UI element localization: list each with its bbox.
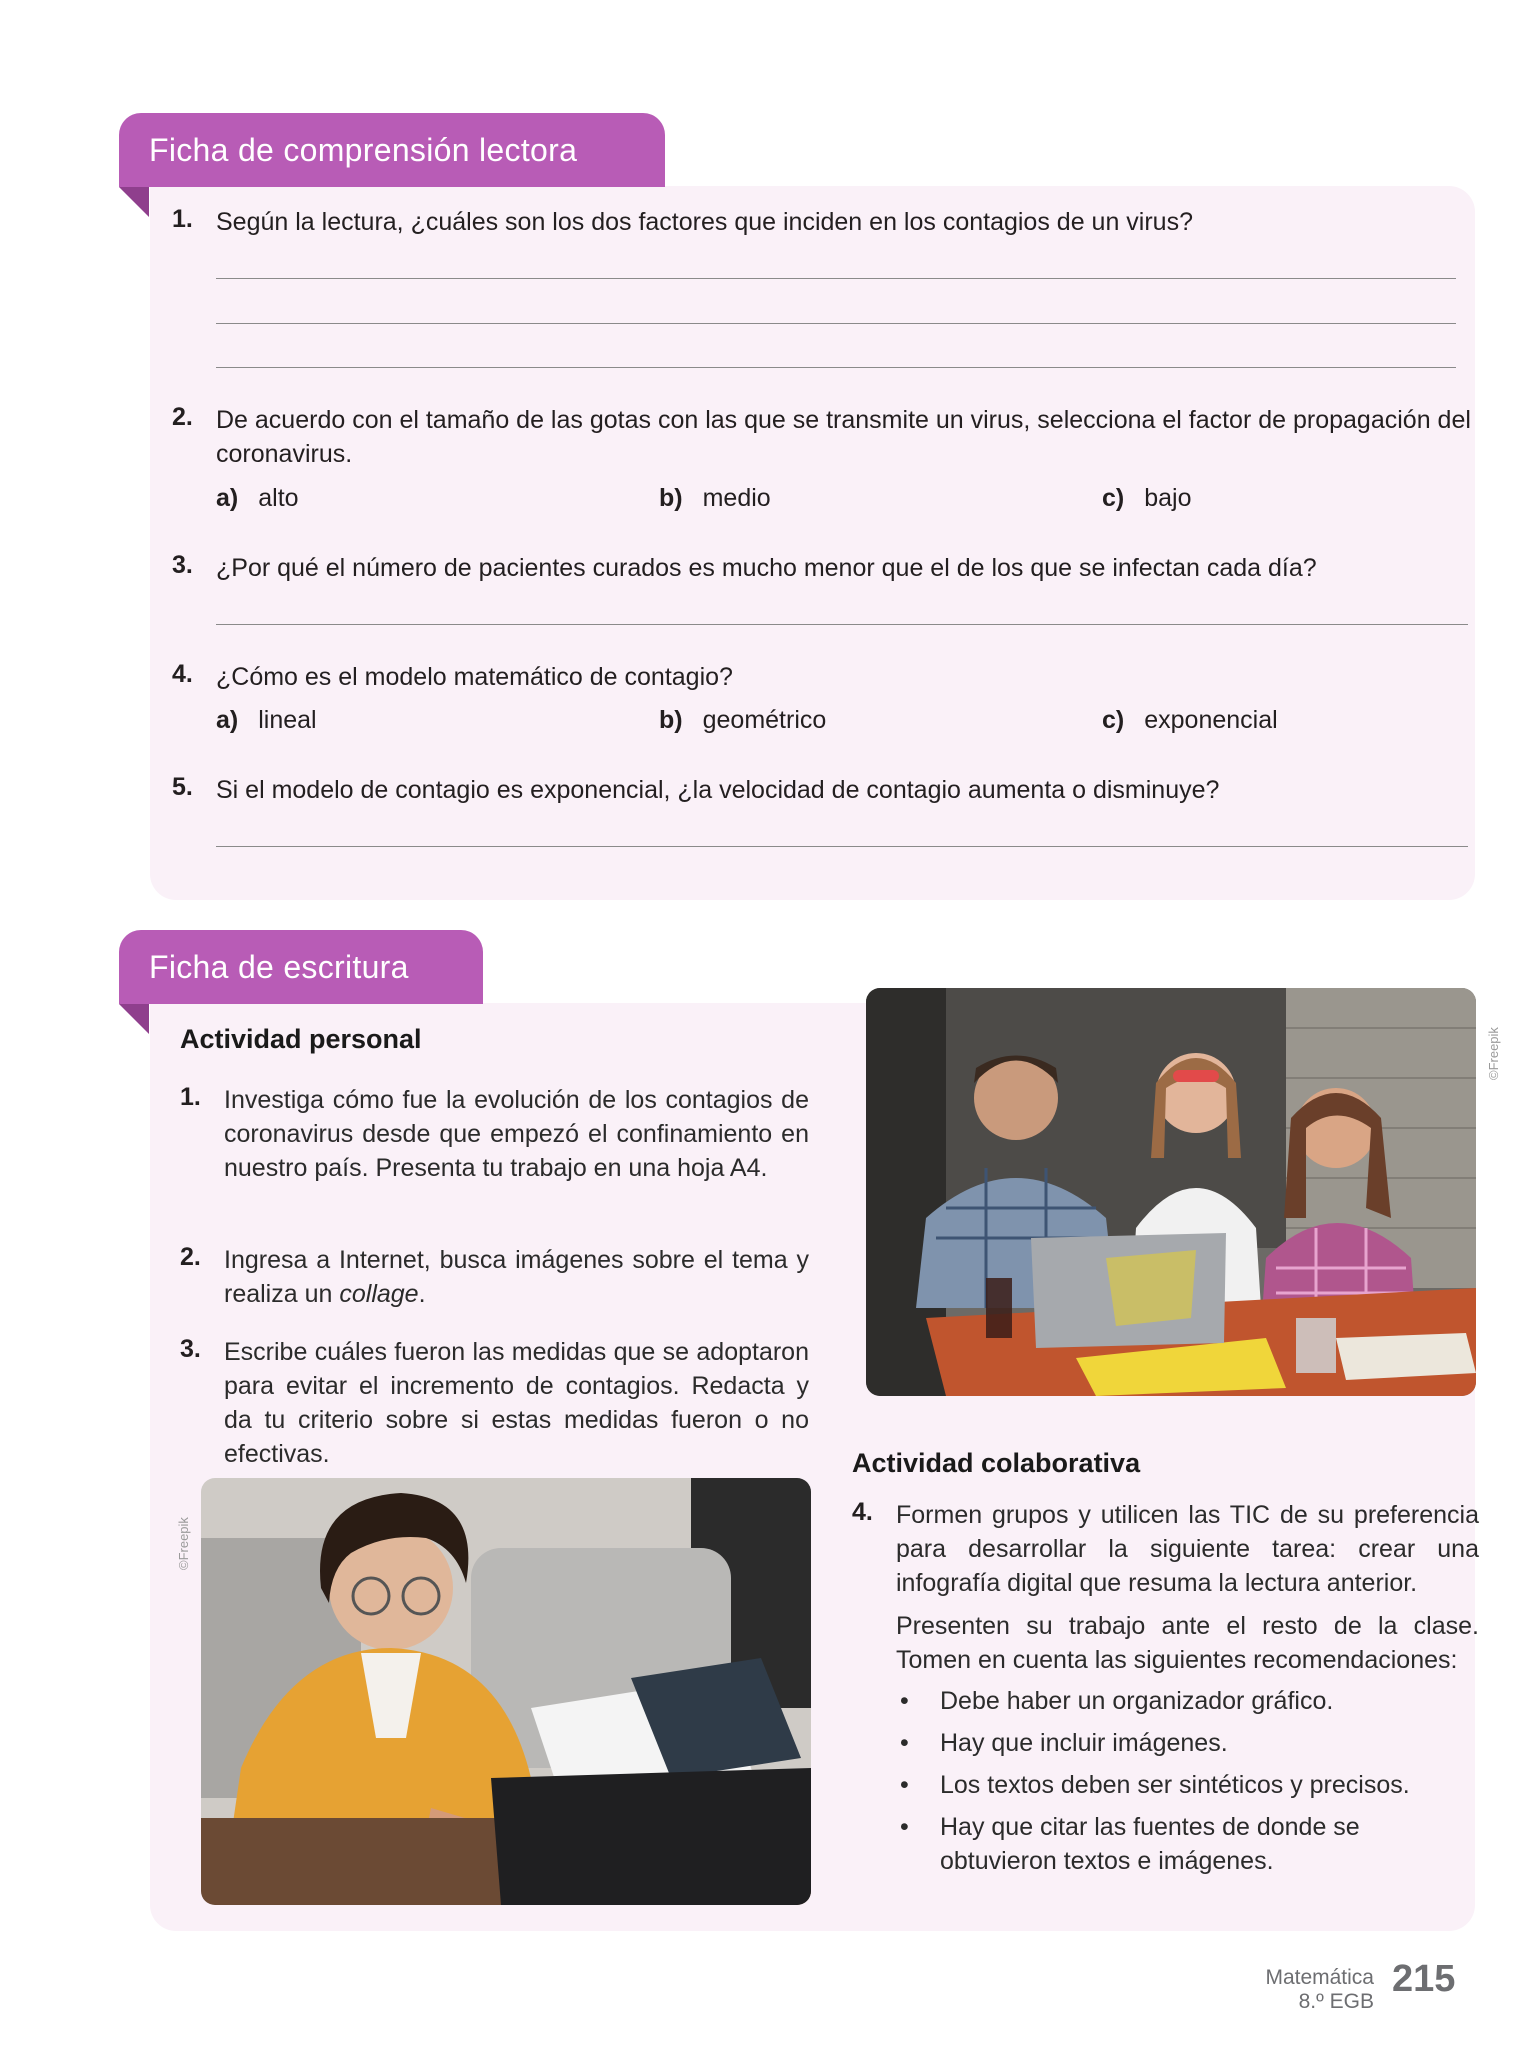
- tab-fold: [119, 1004, 149, 1034]
- collab-activity-heading: Actividad colaborativa: [852, 1448, 1141, 1478]
- answer-line[interactable]: [216, 323, 1456, 324]
- student-laptop-illustration: [201, 1478, 811, 1905]
- personal-item-3-text: Escribe cuáles fueron las medidas que se adoptaron para evitar el incremento de contagios. Redacta y da tu criterio sobre si estas medidas fueron o no efectivas.: [224, 1338, 809, 1468]
- recommendation-item: • Debe haber un organizador gráfico.: [900, 1687, 1334, 1715]
- q5-text: Si el modelo de contagio es exponencial, ¿la velocidad de contagio aumenta o disminuye?: [216, 776, 1220, 804]
- collab-item-number: 4.: [852, 1498, 873, 1526]
- comprehension-title: Ficha de comprensión lectora: [119, 113, 665, 187]
- q4-option-a[interactable]: a) lineal: [216, 706, 317, 734]
- recommendation-item: • Hay que citar las fuentes de donde se obtuvieron textos e imágenes.: [900, 1813, 1360, 1875]
- student-laptop-photo: [201, 1478, 811, 1905]
- collab-item-text-1: Formen grupos y utilicen las TIC de su preferencia para desarrollar la siguiente tarea: crear una infografía digital que resuma la lectura anterior.: [896, 1501, 1479, 1597]
- q4-option-b[interactable]: b) geométrico: [659, 706, 827, 734]
- answer-line[interactable]: [216, 846, 1468, 847]
- photo-credit-top: ©Freepik: [1486, 1027, 1501, 1080]
- footer-subject: Matemática: [1265, 1966, 1374, 1989]
- q2-option-b[interactable]: b) medio: [659, 484, 771, 512]
- photo-credit-bottom: ©Freepik: [176, 1517, 191, 1570]
- personal-item-2-number: 2.: [180, 1243, 201, 1271]
- personal-activity-heading: Actividad personal: [180, 1024, 422, 1054]
- recommendation-item: • Hay que incluir imágenes.: [900, 1729, 1228, 1757]
- answer-line[interactable]: [216, 624, 1468, 625]
- q4-text: ¿Cómo es el modelo matemático de contagio?: [216, 663, 733, 691]
- personal-item-1-text: Investiga cómo fue la evolución de los contagios de coronavirus desde que empezó el confinamiento en nuestro país. Presenta tu trabajo en una hoja A4.: [224, 1086, 809, 1182]
- answer-line[interactable]: [216, 278, 1456, 279]
- footer-grade: 8.º EGB: [1298, 1990, 1374, 2013]
- page-number: 215: [1392, 1958, 1456, 2000]
- recommendation-item: • Los textos deben ser sintéticos y precisos.: [900, 1771, 1410, 1799]
- tab-fold: [119, 187, 149, 217]
- q1-text: Según la lectura, ¿cuáles son los dos factores que inciden en los contagios de un virus?: [216, 208, 1193, 236]
- personal-item-2-text: Ingresa a Internet, busca imágenes sobre el tema y realiza un collage.: [224, 1246, 809, 1308]
- q2-text: De acuerdo con el tamaño de las gotas con las que se transmite un virus, selecciona el factor de propagación del coronavirus.: [216, 406, 1471, 468]
- q2-option-a[interactable]: a) alto: [216, 484, 299, 512]
- writing-title: Ficha de escritura: [119, 930, 483, 1004]
- personal-item-1-number: 1.: [180, 1083, 201, 1111]
- q3-number: 3.: [172, 551, 193, 579]
- q1-number: 1.: [172, 205, 193, 233]
- group-study-illustration: [866, 988, 1476, 1396]
- q5-number: 5.: [172, 773, 193, 801]
- q2-number: 2.: [172, 403, 193, 431]
- q4-option-c[interactable]: c) exponencial: [1102, 706, 1278, 734]
- collab-item-text-2: Presenten su trabajo ante el resto de la clase. Tomen en cuenta las siguientes recomendaciones:: [896, 1612, 1479, 1674]
- group-study-photo: [866, 988, 1476, 1396]
- answer-line[interactable]: [216, 367, 1456, 368]
- q4-number: 4.: [172, 660, 193, 688]
- q3-text: ¿Por qué el número de pacientes curados es mucho menor que el de los que se infectan cada día?: [216, 554, 1317, 582]
- personal-item-3-number: 3.: [180, 1335, 201, 1363]
- q2-option-c[interactable]: c) bajo: [1102, 484, 1192, 512]
